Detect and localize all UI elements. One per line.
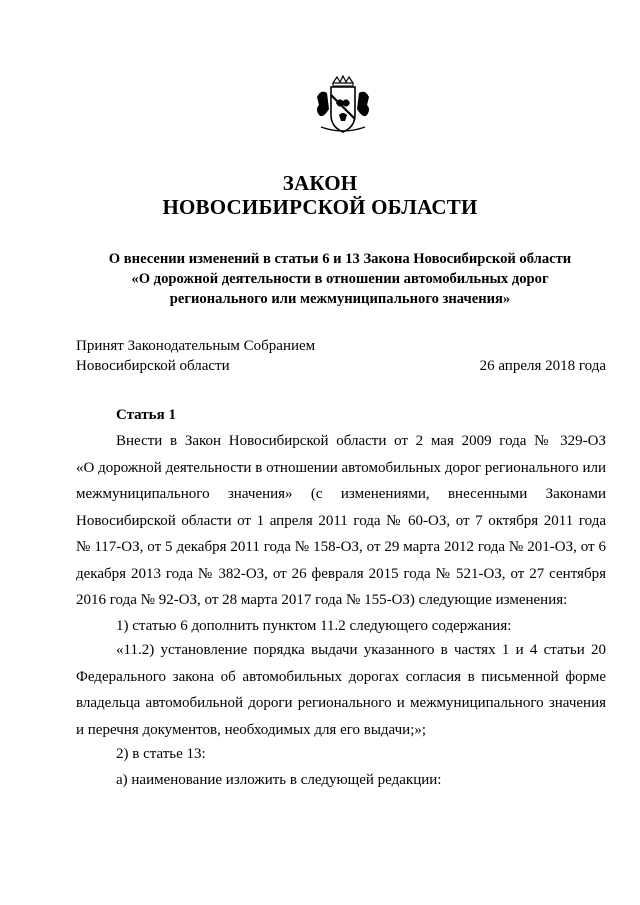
adoption-date: 26 апреля 2018 года <box>479 358 606 374</box>
text-line: Внести в Закон Новосибирской области от 2 мая 2009 года № 329-ОЗ <box>116 433 606 449</box>
text-line: 1) статью 6 дополнить пунктом 11.2 следующего содержания: <box>116 618 512 634</box>
item-2a <box>76 767 606 794</box>
text-line: Новосибирской области от 1 апреля 2011 года № 60-ОЗ, от 7 октября 2011 года <box>76 512 606 529</box>
text-line: межмуниципального значения» (с изменениями, внесенными Законами <box>76 486 606 502</box>
subtitle-line: О внесении изменений в статьи 6 и 13 Закона Новосибирской области <box>108 251 572 267</box>
law-title: ЗАКОН <box>282 171 358 195</box>
text-line: «11.2) установление порядка выдачи указанного в частях 1 и 4 статьи 20 <box>116 642 606 658</box>
item-2 <box>76 741 606 768</box>
article-heading: Статья 1 <box>116 407 176 423</box>
text-line: 2) в статье 13: <box>116 746 206 762</box>
text-line: и перечня документов, необходимых для его выдачи;»; <box>76 721 427 738</box>
adopted-by-line2: Новосибирской области <box>76 358 230 374</box>
text-line: «О дорожной деятельности в отношении автомобильных дорог регионального или <box>76 459 606 476</box>
adopted-by-line1: Принят Законодательным Собранием <box>76 338 316 354</box>
quoted-amendment <box>76 637 606 743</box>
text-line: декабря 2013 года № 382-ОЗ, от 26 февраля 2015 года № 521-ОЗ, от 27 сентября <box>76 565 606 582</box>
law-subtitle <box>60 249 620 309</box>
adoption-block <box>76 336 606 376</box>
coat-of-arms-icon <box>311 75 375 135</box>
text-line: владельца автомобильной дороги регионального и межмуниципального значения <box>76 695 606 711</box>
text-line: № 117-ОЗ, от 5 декабря 2011 года № 158-ОЗ, от 29 марта 2012 года № 201-ОЗ, от 6 <box>76 539 606 555</box>
subtitle-line: регионального или межмуниципального значения» <box>169 291 511 307</box>
text-line: Федерального закона об автомобильных дорогах согласия в письменной форме <box>76 668 606 685</box>
region-title: НОВОСИБИРСКОЙ ОБЛАСТИ <box>162 195 478 219</box>
text-line: а) наименование изложить в следующей редакции: <box>116 772 442 788</box>
paragraph-1 <box>76 428 606 614</box>
item-1 <box>76 613 606 640</box>
subtitle-line: «О дорожной деятельности в отношении автомобильных дорог <box>131 271 549 287</box>
text-line: 2016 года № 92-ОЗ, от 28 марта 2017 года № 155-ОЗ) следующие изменения: <box>76 592 568 608</box>
